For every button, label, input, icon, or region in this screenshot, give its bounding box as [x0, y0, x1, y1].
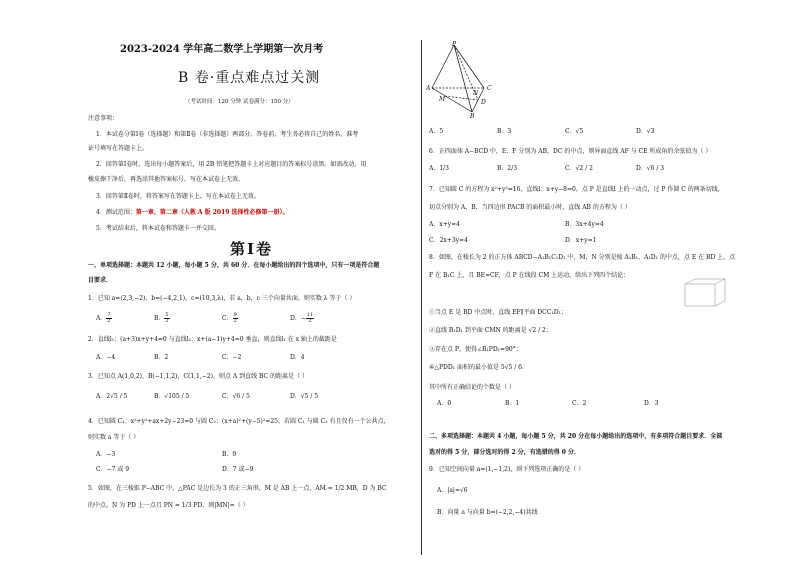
- q4-stem-b: 则实数 a 等于（ ）: [88, 434, 140, 441]
- q5-option-c: C．√5: [565, 128, 584, 135]
- q8-conclusion-3: ③存在点 P，使得∠B₁PD₁=90°；: [429, 346, 522, 353]
- q2-option-c: C．−2: [222, 354, 242, 361]
- q3-option-a: A．2√5 / 5: [96, 393, 128, 400]
- q5-option-b: B．3: [497, 128, 512, 135]
- q6-option-a: A．1/3: [429, 165, 449, 172]
- q4-option-b: B．9: [222, 451, 237, 458]
- label-d: D: [481, 99, 486, 106]
- note-5: 5．考试结束后，将本试卷和答题卡一并交回。: [96, 225, 220, 232]
- label-m: M: [439, 96, 446, 103]
- q3-stem: 3．已知点 A(1,0,2)，B(−1,1,2)，C(1,1,−2)，则点 A 到直线 BC 的距离是（ ）: [88, 373, 308, 380]
- q1-option-d: D．− $\frac{11}{2}$: [290, 312, 314, 324]
- part-heading: 第Ⅰ卷: [230, 240, 274, 258]
- pyramid-figure: [424, 40, 499, 118]
- multi-choice-heading-b: 选对的得 5 分，部分选对的得 2 分，有选错的得 0 分．: [429, 449, 581, 456]
- q1-option-b: B． $\frac{5}{2}$: [154, 312, 169, 324]
- q4-option-d: D．7 或−9: [222, 466, 254, 473]
- q4-option-c: C．−7 或 9: [96, 466, 130, 473]
- q5-stem-a: 5．如图，在三棱锥 P−ABC 中，△PAC 是边长为 3 的正三角形，M 是 AB 上一点，AM = 1/2 MB，D 为 BC: [88, 485, 387, 492]
- q6-stem: 6．正四面体 A−BCD 中，E，F 分别为 AB，DC 的中点，则异面直线 AF 与 CE 所成角的余弦值为（ ）: [429, 148, 712, 155]
- q8-option-b: B．1: [505, 400, 520, 407]
- note-2a: 2．回答第Ⅰ卷时，选出每小题答案后，用 2B 铅笔把答题卡上对应题目的答案标号涂黑。如需改动，用: [96, 161, 367, 168]
- single-choice-heading-a: 一、单项选择题：本题共 12 小题，每小题 5 分，共 60 分．在每小题给出的四个选项中，只有一项是符合题: [88, 262, 380, 269]
- note-1b: 证号填写在答题卡上。: [88, 145, 149, 152]
- q3-option-d: D．√5 / 5: [290, 393, 319, 400]
- q2-option-a: A．−4: [96, 354, 116, 361]
- q6-option-c: C．√2 / 2: [565, 165, 593, 172]
- exam-subtitle: B 卷·重点难点过关测: [178, 70, 321, 86]
- q7-stem-a: 7．已知圆 C 的方程为 x²+y²=16，直线l：x+y−8=0，点 P 是直线l 上的一动点，过 P 作圆 C 的两条切线，: [429, 186, 724, 193]
- q4-option-a: A．−3: [96, 451, 116, 458]
- exam-title: 2023-2024 学年高二数学上学期第一次月考: [120, 44, 324, 55]
- q7-option-b: B．3x+4y=4: [565, 221, 604, 228]
- q5-stem-b: 的中点，N 为 PD 上一点且 PN = 1/3 PD，则|MN|=（ ）: [88, 502, 249, 509]
- q5-option-d: D．√3: [636, 128, 655, 135]
- label-b: B: [470, 113, 475, 118]
- label-c: C: [487, 85, 492, 92]
- exam-info: （考试时间：120 分钟 试卷满分：150 分）: [185, 99, 294, 105]
- note-4-scope: 第一章，第二章（人教 A 版 2019 选择性必修第一册）。: [135, 209, 289, 216]
- column-divider: [421, 40, 422, 555]
- q7-option-c: C．2x+3y=4: [429, 237, 468, 244]
- note-2b: 橡皮擦干净后，再选涂其他答案标号。写在本试卷上无效。: [88, 176, 245, 183]
- multi-choice-heading-a: 二、多项选择题：本题共 4 小题，每小题 5 分，共 20 分在每小题给出的选项中，有多项符合题目要求．全部: [429, 433, 723, 440]
- q8-stem-a: 8．如图，在棱长为 2 的正方体 ABCD−A₁B₁C₁D₁ 中，M，N 分别是棱 A₁B₁，A₁D₁ 的中点，点 E 在 BD 上，点: [429, 254, 736, 261]
- q1-option-a: A． $\frac{7}{2}$: [96, 312, 111, 324]
- q7-stem-b: 切点分别为 A，B，当四边形 PACB 的面积最小时，直线 AB 的方程为（ ）: [429, 204, 631, 211]
- note-1a: 1．本试卷分第Ⅰ卷（选择题）和第Ⅱ卷（非选择题）两部分。答卷前，考生务必将自己的姓名、准考: [96, 131, 359, 138]
- q1-stem: 1．已知 a=(2,3,−2)，b=(−4,2,1)，c=(10,3,λ)，若 a，b，c 三个向量共面，则实数 λ 等于（ ）: [88, 295, 356, 302]
- q8-option-c: C．2: [572, 400, 587, 407]
- q2-option-d: D．4: [290, 354, 305, 361]
- q8-option-a: A．0: [437, 400, 452, 407]
- cube-figure: [675, 278, 735, 310]
- q3-option-b: B．√105 / 5: [154, 393, 190, 400]
- q8-conclusion-2: ②直线 B₁D₁ 到平面 CMN 的距离是 √2 / 2；: [429, 327, 552, 334]
- q5-option-a: A．5: [429, 128, 444, 135]
- q9-option-b: B．向量 a 与向量 b=(−2,2,−4)共线: [437, 509, 538, 516]
- note-4-prefix: 4．测试范围：: [96, 209, 136, 216]
- q8-option-d: D．3: [644, 400, 659, 407]
- q6-option-d: D．√6 / 3: [636, 165, 665, 172]
- q6-option-b: B．2/3: [497, 165, 518, 172]
- q2-option-b: B．2: [154, 354, 169, 361]
- label-a: A: [426, 85, 431, 92]
- q1-option-c: C． $\frac{9}{2}$: [222, 312, 237, 324]
- q9-stem: 9．已知空间向量 a=(1,−1,2)，则下列选项正确的是（ ）: [429, 466, 585, 473]
- q8-ask: 其中所有正确结论的个数是（ ）: [429, 384, 515, 391]
- q4-stem-a: 4．已知圆 C₁：x²+y²+ax+2y−23=0 与圆 C₂：(x+a)²+(y−5)²=25，若圆 C₁ 与圆 C₂ 有且仅有一个公共点，: [88, 418, 390, 425]
- q8-conclusion-1: ①当点 E 是 BD 中点时，直线 EF∥平面 DCC₁D₁；: [429, 309, 567, 316]
- q3-option-c: C．√6 / 5: [222, 393, 250, 400]
- q7-option-a: A．x+y=4: [429, 221, 460, 228]
- q9-option-a: A．|a|=√6: [437, 487, 468, 494]
- q7-option-d: D．x+y=1: [565, 237, 597, 244]
- label-n: N: [473, 90, 479, 97]
- q2-stem: 2．直线l₁：(a+3)x+y+4=0 与直线l₂：x+(a−1)y+4=0 垂直，则直线l₁ 在 x 轴上的截距是: [88, 336, 337, 343]
- note-3: 3．回答第Ⅱ卷时，将答案写在答题卡上。写在本试卷上无效。: [96, 193, 260, 200]
- q8-conclusion-4: ④△PDD₁ 面积的最小值是 5√5 / 6．: [429, 364, 528, 371]
- label-p: P: [452, 41, 457, 48]
- q8-stem-b: F 在 B₁C 上，且 BE=CF，点 P 在线段 CM 上运动，给出下列四个结论：: [429, 272, 630, 279]
- single-choice-heading-b: 目要求．: [88, 277, 113, 284]
- note-4: [96, 209, 289, 217]
- notes-heading: 注意事项：: [88, 115, 119, 122]
